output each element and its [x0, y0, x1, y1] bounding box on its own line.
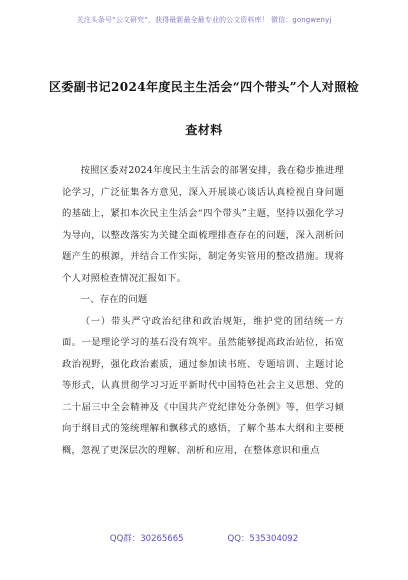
document-body: [62, 160, 344, 461]
section-heading: 一、存在的问题: [80, 294, 148, 305]
qq-contact-link[interactable]: QQ：535304092: [227, 534, 299, 544]
footer-contacts: [0, 532, 408, 546]
document-title-line-1: 区委副书记2024年度民主生活会“四个带头”个人对照检: [48, 80, 359, 94]
intro-paragraph: 按照区委对2024年度民主生活会的部署安排，我在稳步推进理论学习，广泛征集各方意见，深入开展谈心谈话认真检视自身问题的基础上，紧扣本次民主生活会“四个带头”主题，坚持以强化学习为导向，以整改落实为关键全面梳理排查存在的问题，深入剖析问题产生的根源，并结合工作实际，制定务实管用的整改措施。现将个人对照检查情况汇报如下。: [62, 165, 344, 284]
document-title-line-2: 查材料: [185, 123, 223, 137]
qq-group-link[interactable]: QQ群：30265665: [109, 534, 184, 544]
body-paragraph: （一）带头严守政治纪律和政治规矩，维护党的团结统一方面。一是理论学习的基石没有筑牢。虽然能够提高政治站位，拓宽政治视野，强化政治素质，通过参加读书班、专题培训、主题讨论等形式，认真贯彻学习习近平新时代中国特色社会主义思想、党的二十届三中全会精神及《中国共产党纪律处分条例》等，但学习倾向于纲目式的笼统理解和飘移式的感悟，了解个基本大纲和主要梗概，忽视了更深层次的理解、剖析和应用，在整体意识和重点: [62, 315, 344, 456]
promo-banner: 关注头条号“公文研究”，获得最新最全最专业的公文资料库！ 微信：gongwenyj: [76, 16, 332, 24]
